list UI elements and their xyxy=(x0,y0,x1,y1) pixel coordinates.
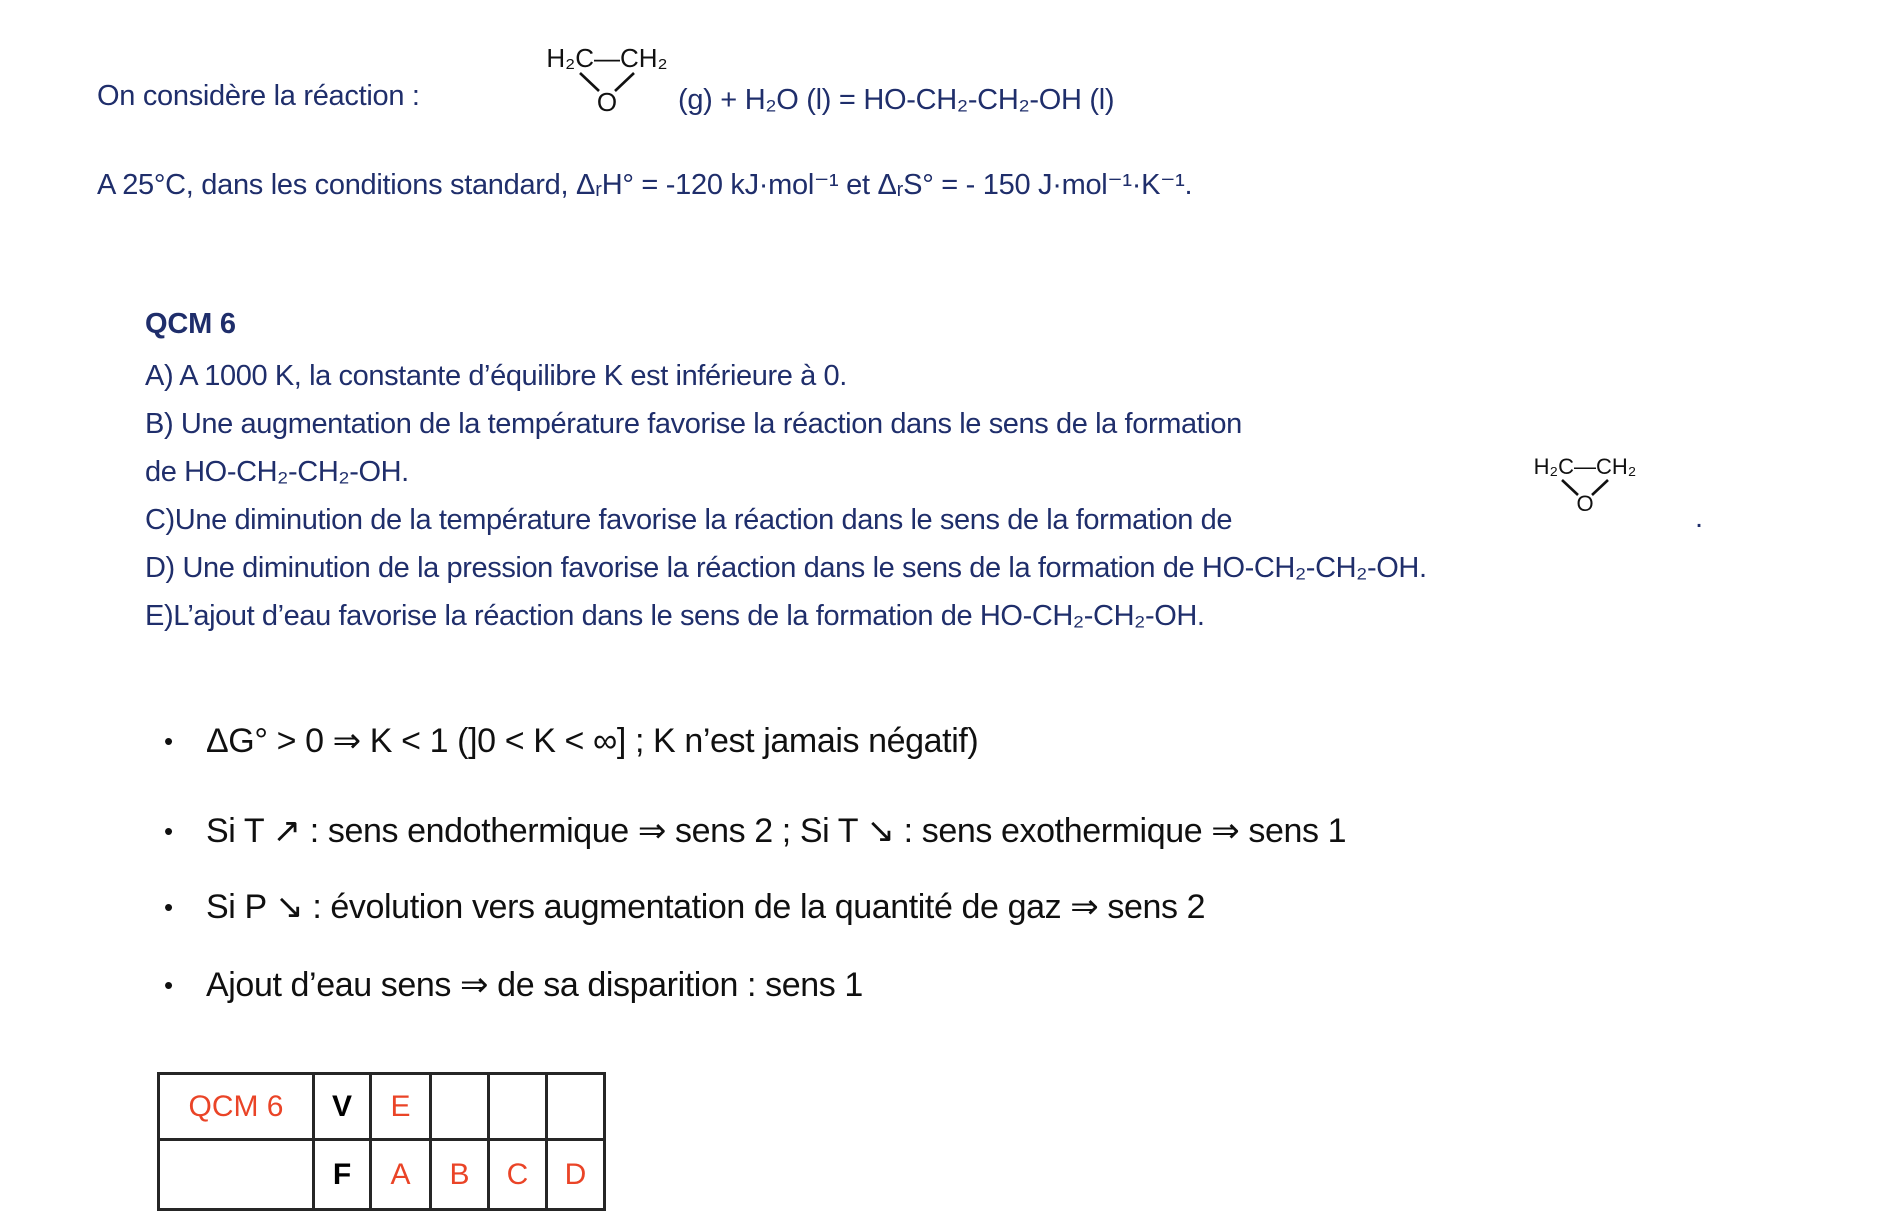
epoxide-structure-small xyxy=(1512,455,1658,515)
table-cell-v: V xyxy=(314,1074,371,1140)
option-c-period: . xyxy=(1695,502,1703,534)
bullet-icon: • xyxy=(164,892,174,922)
answer-table xyxy=(157,1072,606,1211)
bullet-icon: • xyxy=(164,816,174,846)
bullet-text: Si P ↘ : évolution vers augmentation de la quantité de gaz ⇒ sens 2 xyxy=(206,888,1206,926)
table-row-false xyxy=(159,1140,605,1210)
bullet-icon: • xyxy=(164,970,174,1000)
table-cell-false-answer: C xyxy=(489,1140,547,1210)
qcm-option-a: A) A 1000 K, la constante d’équilibre K est inférieure à 0. xyxy=(145,360,847,392)
answer-bullet-2 xyxy=(150,808,1346,854)
qcm-option-e: E)L’ajout d’eau favorise la réaction dans le sens de la formation de HO-CH₂-CH₂-OH. xyxy=(145,600,1205,632)
bullet-text: Ajout d’eau sens ⇒ de sa disparition : sens 1 xyxy=(206,966,863,1004)
table-cell-f: F xyxy=(314,1140,371,1210)
answer-bullet-3 xyxy=(150,884,1205,930)
epoxide-formula: H₂C—CH₂ xyxy=(546,43,668,73)
bullet-text: Si T ↗ : sens endothermique ⇒ sens 2 ; Si T ↘ : sens exothermique ⇒ sens 1 xyxy=(206,812,1347,850)
answer-bullet-1 xyxy=(150,718,978,764)
table-cell-false-answer: D xyxy=(547,1140,605,1210)
epoxide-oxygen: O xyxy=(1576,491,1594,516)
qcm-option-b: B) Une augmentation de la température favorise la réaction dans le sens de la formation xyxy=(145,408,1242,440)
bullet-text: ΔG° > 0 ⇒ K < 1 (]0 < K < ∞] ; K n’est jamais négatif) xyxy=(206,722,979,760)
qcm-option-c: C)Une diminution de la température favorise la réaction dans le sens de la formation de xyxy=(145,504,1233,536)
answer-bullet-4 xyxy=(150,962,863,1008)
table-cell-empty xyxy=(431,1074,489,1140)
qcm-options xyxy=(145,352,1427,640)
reaction-equation: (g) + H₂O (l) = HO-CH₂-CH₂-OH (l) xyxy=(678,84,1115,116)
bullet-icon: • xyxy=(164,726,174,756)
epoxide-structure-large xyxy=(532,44,682,115)
table-cell-true-answer: E xyxy=(371,1074,431,1140)
epoxide-formula: H₂C—CH₂ xyxy=(1533,454,1637,479)
reaction-intro-label: On considère la réaction : xyxy=(97,80,420,112)
table-cell-empty xyxy=(547,1074,605,1140)
epoxide-oxygen: O xyxy=(596,87,618,117)
table-cell-empty xyxy=(489,1074,547,1140)
table-cell-empty xyxy=(159,1140,314,1210)
table-cell-false-answer: B xyxy=(431,1140,489,1210)
table-cell-qcm-label: QCM 6 xyxy=(159,1074,314,1140)
qcm-option-b-wrap: de HO-CH₂-CH₂-OH. xyxy=(145,456,409,488)
qcm-title: QCM 6 xyxy=(145,308,236,340)
table-cell-false-answer: A xyxy=(371,1140,431,1210)
qcm-option-d: D) Une diminution de la pression favorise la réaction dans le sens de la formation de HO-CH₂-CH₂-OH. xyxy=(145,552,1427,584)
table-row-true xyxy=(159,1074,605,1140)
standard-conditions-line: A 25°C, dans les conditions standard, ΔᵣH° = -120 kJ·mol⁻¹ et ΔᵣS° = - 150 J·mol⁻¹·K⁻¹. xyxy=(97,169,1193,201)
